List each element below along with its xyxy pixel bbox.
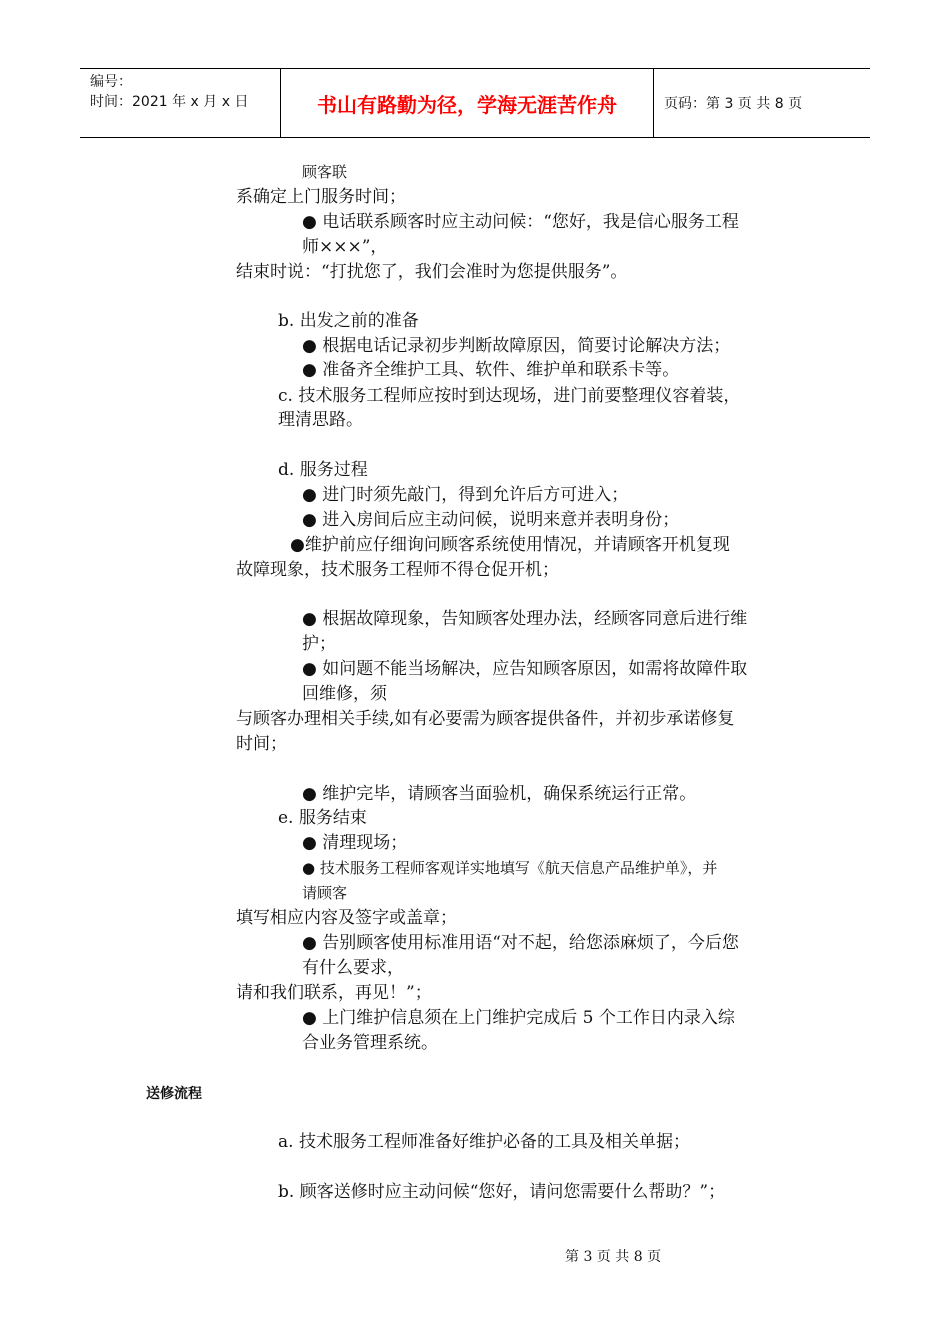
bullet-item: ● 如问题不能当场解决，应告知顾客原因，如需将故障件取 (302, 659, 748, 679)
text-line: 请和我们联系，再见！”； (236, 983, 432, 1003)
header-page-number: 页码：第 3 页 共 8 页 (664, 96, 803, 112)
text-line: 合业务管理系统。 (302, 1033, 438, 1053)
text-line: 结束时说：“打扰您了，我们会准时为您提供服务”。 (236, 262, 628, 282)
section-heading: a. 技术服务工程师准备好维护必备的工具及相关单据； (278, 1132, 690, 1152)
bullet-item: ● 根据电话记录初步判断故障原因，简要讨论解决方法； (302, 336, 731, 356)
bullet-item: ● 准备齐全维护工具、软件、维护单和联系卡等。 (302, 360, 680, 380)
section-heading: b. 顾客送修时应主动问候“您好，请问您需要什么帮助？”； (278, 1182, 726, 1202)
document-number-label: 编号： (90, 74, 132, 90)
bullet-item: ●维护前应仔细询问顾客系统使用情况，并请顾客开机复现 (290, 535, 730, 555)
bullet-item: ● 上门维护信息须在上门维护完成后 5 个工作日内录入综 (302, 1008, 735, 1028)
header-motto: 书山有路勤为径，学海无涯苦作舟 (281, 69, 654, 137)
text-line: 系确定上门服务时间； (236, 187, 406, 207)
document-time-label: 时间：2021 年 x 月 x 日 (90, 94, 249, 110)
bullet-item: ● 清理现场； (302, 833, 408, 853)
section-heading: e. 服务结束 (278, 808, 367, 828)
section-heading: c. 技术服务工程师应按时到达现场，进门前要整理仪容着装， (278, 386, 741, 406)
text-line: 回维修，须 (302, 684, 387, 704)
bullet-item: ● 维护完毕，请顾客当面验机，确保系统运行正常。 (302, 784, 697, 804)
text-line: 时间； (236, 734, 287, 754)
text-line: 故障现象，技术服务工程师不得仓促开机； (236, 560, 559, 580)
header-info-cell (80, 69, 281, 137)
text-line: 请顾客 (302, 884, 348, 902)
bullet-item: ● 电话联系顾客时应主动问候：“您好，我是信心服务工程 (302, 212, 739, 232)
section-heading: d. 服务过程 (278, 460, 368, 480)
text-line: 有什么要求， (302, 958, 404, 978)
bullet-item: ● 根据故障现象，告知顾客处理办法，经顾客同意后进行维 (302, 609, 748, 629)
text-line: 理清思路。 (278, 410, 363, 430)
text-line: 与顾客办理相关手续,如有必要需为顾客提供备件，并初步承诺修复 (236, 709, 735, 729)
text-line: 填写相应内容及签字或盖章； (236, 908, 457, 928)
bullet-item: ● 进门时须先敲门，得到允许后方可进入； (302, 485, 629, 505)
bullet-item: ● 进入房间后应主动问候，说明来意并表明身份； (302, 510, 680, 530)
bullet-item: ● 告别顾客使用标准用语“对不起，给您添麻烦了，今后您 (302, 933, 739, 953)
section-heading: b. 出发之前的准备 (278, 311, 419, 331)
section-title: 送修流程 (146, 1086, 202, 1102)
page-header (80, 68, 870, 138)
text-line: 师×××”， (302, 237, 388, 257)
text-line: 顾客联 (302, 163, 348, 181)
text-line: 护； (302, 634, 336, 654)
bullet-item: ● 技术服务工程师客观详实地填写《航天信息产品维护单》，并 (302, 859, 718, 877)
page-footer: 第 3 页 共 8 页 (565, 1249, 662, 1265)
